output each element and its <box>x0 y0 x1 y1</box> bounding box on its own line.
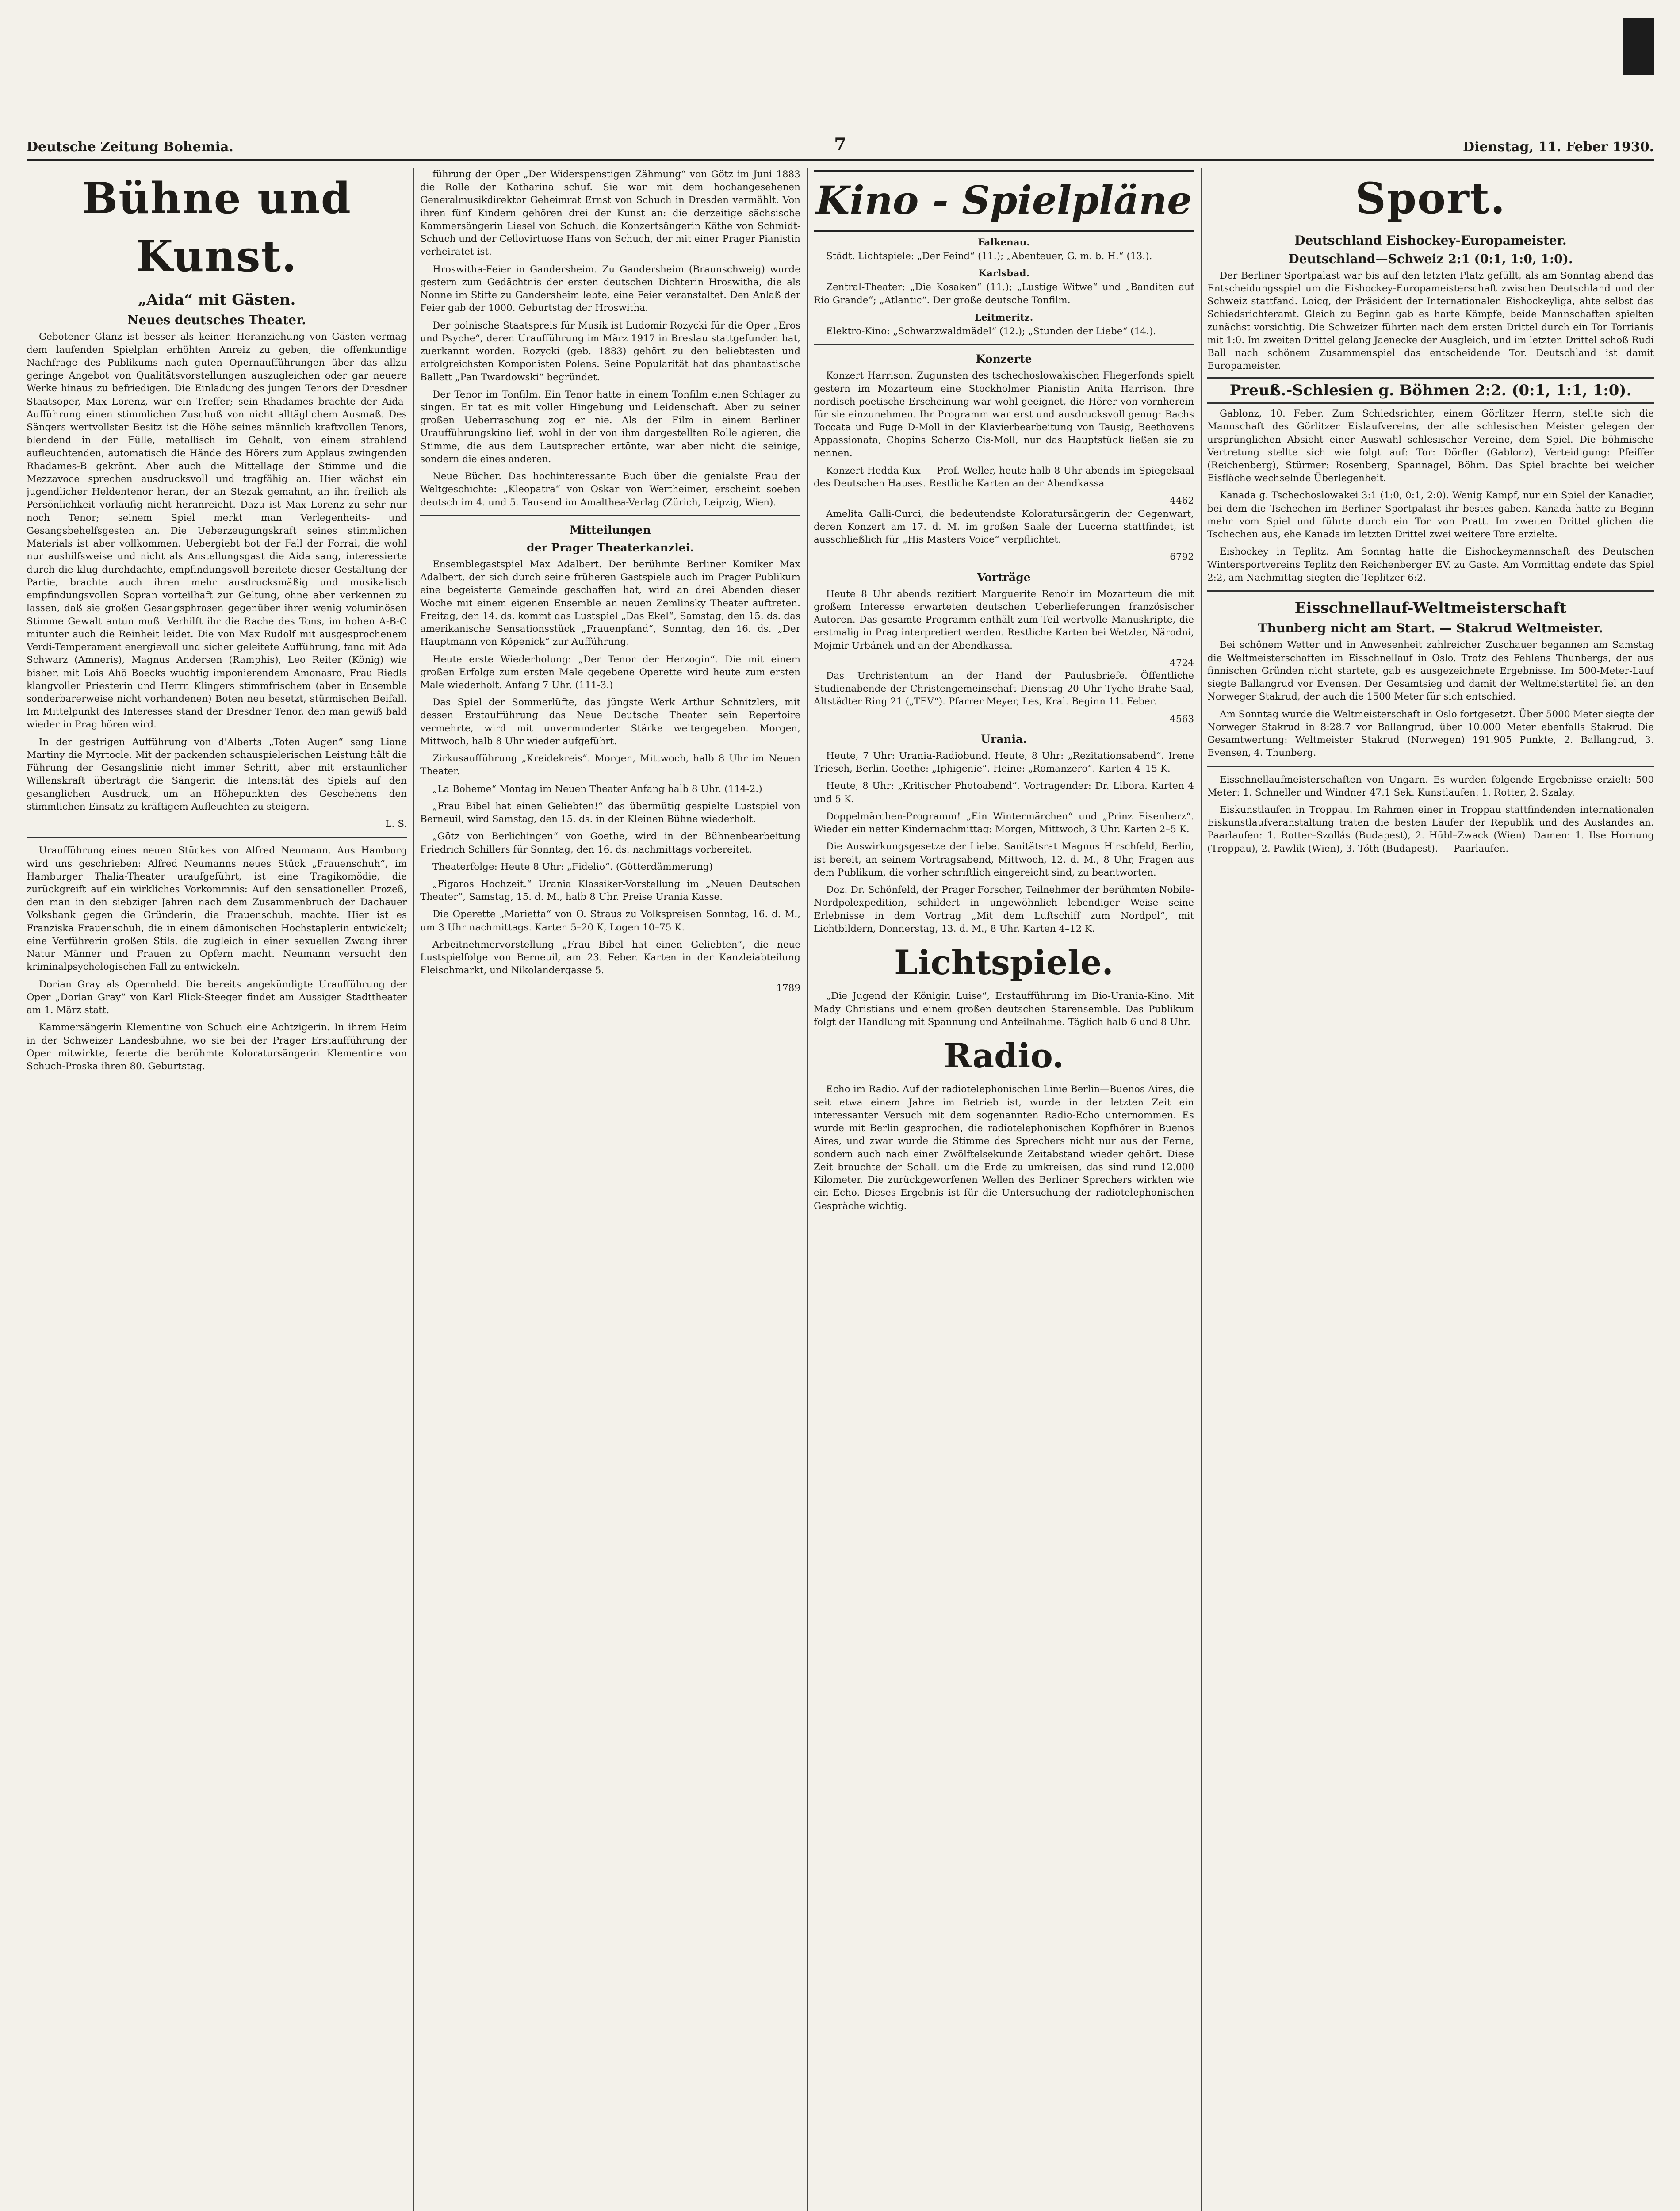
newspaper-name: Deutsche Zeitung Bohemia. <box>27 139 233 155</box>
section-title-buehne: Bühne und Kunst. <box>82 173 352 281</box>
column-4 <box>1207 168 1654 2211</box>
section-heading-urania: Urania. <box>981 732 1027 746</box>
author-signature: L. S. <box>385 819 407 830</box>
match-headline: Preuß.-Schlesien g. Böhmen 2:2. (0:1, 1:1, 1:0). <box>1207 377 1654 404</box>
article-paragraph: Hroswitha-Feier in Gandersheim. Zu Gandersheim (Braunschweig) wurde gestern zum Gedächtnis der ersten deutschen Dichterin Hroswitha, die als Nonne im Stifte zu Gandersheim lebte, eine Feier veranstaltet. Den Anlaß der Feier gab der 1000. Geburtstag der Hroswitha. <box>420 264 800 314</box>
article-paragraph: Die Auswirkungsgesetze der Liebe. Sanitätsrat Magnus Hirschfeld, Berlin, ist bereit, an seinem Vortragsabend, Mittwoch, 12. d. M., 8 Uhr, Fragen aus dem Publikum, die vorher schriftlich eingereicht sind, zu beantworten. <box>814 841 1194 878</box>
divider <box>420 515 800 516</box>
column-rule <box>1201 168 1202 2211</box>
article-paragraph: Heute 8 Uhr abends rezitiert Marguerite Renoir im Mozarteum die mit großem Interesse erwarteten deutschen Ueberlieferungen französischer Autoren. Das gesamte Programm enthält zum Teil wertvolle Manuskripte, die erstmalig in Prag interpretiert werden. Restliche Karten bei Wetzler, Närodni, Mojmir Urbánek und an der Abendkassa. <box>814 588 1194 651</box>
ad-number: 4462 <box>1170 495 1194 507</box>
article-paragraph: Eishockey in Teplitz. Am Sonntag hatte die Eishockeymannschaft des Deutschen Wintersportvereins Teplitz den Reichenberger EV. zu Gaste. Am Vormittag endete das Spiel 2:2, am Nachmittag siegten die Teplitzer 6:2. <box>1207 546 1654 583</box>
match-result: Deutschland—Schweiz 2:1 (0:1, 1:0, 1:0). <box>1288 251 1573 266</box>
section-heading: Mitteilungen <box>570 523 651 536</box>
article-paragraph: Doppelmärchen-Programm! „Ein Wintermärchen“ und „Prinz Eisenherz“. Wieder ein netter Kindernachmittag: Morgen, Mittwoch, 3 Uhr. Karten 2–5 K. <box>814 811 1194 835</box>
article-headline: „Aida“ mit Gästen. <box>138 291 296 309</box>
section-title-lichtspiele: Lichtspiele. <box>894 942 1114 982</box>
article-paragraph: Der Tenor im Tonfilm. Ein Tenor hatte in einem Tonfilm einen Schlager zu singen. Er tat es mit voller Hingebung und Leidenschaft. Aber zu seiner großen Ueberraschung zog er nie. Als der Film in einem Berliner Uraufführungskino lief, wohl in der von ihm dargestellten Rolle agieren, die Stimme, die aus dem Lautsprecher ertönte, war aber nicht die seinige, sondern die eines anderen. <box>420 389 800 465</box>
article-paragraph: Uraufführung eines neuen Stückes von Alfred Neumann. Aus Hamburg wird uns geschrieben: Alfred Neumanns neues Stück „Frauenschuh“, im Hamburger Thalia-Theater uraufgeführt, ist eine Tragikomödie, die zurückgreift auf ein wirkliches Vorkommnis: Auf den sensationellen Prozeß, den man in den siebziger Jahren nach dem Zusammenbruch der Dachauer Volksbank gegen die Gründerin, die Frauenschuh, machte. Hier ist es Franziska Frauenschuh, die in einem dämonischen Hochstaplerin entwickelt; eine Verführerin großen Stils, die zugleich in einer sexuellen Zwang ihrer Natur Männer und Frauen zu Opfern macht. Neumann versucht den kriminalpsychologischen Fall zu entwickeln. <box>27 845 407 973</box>
ad-number: 1789 <box>776 982 800 994</box>
column-2 <box>420 168 800 2211</box>
listing-paragraph: Elektro-Kino: „Schwarzwaldmädel“ (12.); „Stunden der Liebe“ (14.). <box>826 326 1156 337</box>
section-heading-konzerte: Konzerte <box>976 352 1032 366</box>
ad-number: 4724 <box>1170 657 1194 669</box>
article-subheadline: Thunberg nicht am Start. — Stakrud Weltmeister. <box>1258 621 1603 636</box>
article-paragraph: Konzert Hedda Kux — Prof. Weller, heute halb 8 Uhr abends im Spiegelsaal des Deutschen Hauses. Restliche Karten an der Abendkassa. <box>814 465 1194 490</box>
article-paragraph: Heute, 8 Uhr: „Kritischer Photoabend“. Vortragender: Dr. Libora. Karten 4 und 5 K. <box>814 780 1194 805</box>
notice-paragraph: „La Boheme“ Montag im Neuen Theater Anfang halb 8 Uhr. (114-2.) <box>432 783 762 795</box>
article-paragraph: Dorian Gray als Opernheld. Die bereits angekündigte Uraufführung der Oper „Dorian Gray“ von Karl Flick-Steeger findet am Aussiger Stadttheater am 1. März statt. <box>27 979 407 1016</box>
city-heading: Leitmeritz. <box>974 312 1033 323</box>
article-paragraph: führung der Oper „Der Widerspenstigen Zähmung“ von Götz im Juni 1883 die Rolle der Katharina schuf. Sie war mit dem hochangesehenen Generalmusikdirektor Geheimrat Ernst von Schuch in Dresden vermählt. Von ihren fünf Kindern gehören drei der Kunst an: die derzeitige sächsische Kammersängerin Liesel von Schuch, die Konzertsängerin Käthe von Schmidt-Schuch und der Cellovirtuose Hans von Schuch, der mit einer Prager Pianistin verheiratet ist. <box>420 169 800 258</box>
divider <box>27 837 407 838</box>
article-paragraph: Eisschnellaufmeisterschaften von Ungarn. Es wurden folgende Ergebnisse erzielt: 500 Meter: 1. Schneller und Windner 47.1 Sek. Kunstlaufen: 1. Rotter, 2. Szalay. <box>1207 774 1654 798</box>
article-paragraph: In der gestrigen Aufführung von d'Alberts „Toten Augen“ sang Liane Martiny die Myrtocle. Mit der packenden schauspielerischen Leistung hält die Führung der Gesangslinie nicht immer Schritt, aber mit erstaunlicher Willenskraft überträgt die Sängerin die Intensität des Spiels auf den gesanglichen Ausdruck, um an Höhepunkten des Geschehens den stimmlichen Einsatz zu kräftigem Aufleuchten zu steigern. <box>27 736 407 812</box>
article-paragraph: Gablonz, 10. Feber. Zum Schiedsrichter, einem Görlitzer Herrn, stellte sich die Mannschaft des Görlitzer Eislaufvereins, der alle schlesischen Meister gelegen der ursprünglichen Absicht einer Auswahl schlesischer Vereine, dem Spiel. Die böhmische Vertretung stellte sich wie folgt auf: Tor: Dörfler (Gablonz), Verteidigung: Pfeiffer (Reichenberg), Stürmer: Rosenberg, Spannagel, Böhm. Das Spiel brachte bei weicher Eisfläche wechselnde Überlegenheit. <box>1207 408 1654 484</box>
notice-paragraph: „Frau Bibel hat einen Geliebten!“ das übermütig gespielte Lustspiel von Berneuil, wird Samstag, den 15. ds. in der Kleinen Bühne wiederholt. <box>420 800 800 825</box>
column-3 <box>814 168 1194 2211</box>
section-title-kino: Kino - Spielpläne <box>814 170 1194 232</box>
running-header <box>27 119 1654 161</box>
article-paragraph: Doz. Dr. Schönfeld, der Prager Forscher, Teilnehmer der berühmten Nobile-Nordpolexpedition, schildert in ungewöhnlich lebendiger Weise seine Erlebnisse in dem Vortrag „Mit dem Luftschiff zum Nordpol“, mit Lichtbildern, Donnerstag, 13. d. M., 8 Uhr. Karten 4–12 K. <box>814 884 1194 934</box>
notice-paragraph: Theaterfolge: Heute 8 Uhr: „Fidelio“. (Götterdämmerung) <box>432 861 713 872</box>
listing-paragraph: Zentral-Theater: „Die Kosaken“ (11.); „Lustige Witwe“ und „Banditen auf Rio Grande“; „Atlantic“. Der große deutsche Tonfilm. <box>814 282 1194 306</box>
divider <box>1207 590 1654 592</box>
notice-paragraph: Die Operette „Marietta“ von O. Straus zu Volkspreisen Sonntag, 16. d. M., um 3 Uhr nachmittags. Karten 5–20 K, Logen 10–75 K. <box>420 909 800 933</box>
divider <box>814 344 1194 345</box>
article-paragraph: Echo im Radio. Auf der radiotelephonischen Linie Berlin—Buenos Aires, die seit etwa einem Jahre im Betrieb ist, wurde in der letzten Zeit ein interessanter Versuch mit dem sogenannten Radio-Echo unternommen. Es wurde mit Berlin gesprochen, die radiotelephonischen Kopfhörer in Buenos Aires, und zwar wurde die Stimme des Sprechers nicht nur aus der Ferne, sondern auch nach einer Zwölftelsekunde Zeitabstand wieder gehört. Diese Zeit brauchte der Schall, um die Erde zu umkreisen, das sind rund 12.000 Kilometer. Die zurückgeworfenen Wellen des Berliner Sprechers wirkten wie ein Echo. Dieses Ergebnis ist für die Untersuchung der radiotelephonischen Gespräche wichtig. <box>814 1084 1194 1212</box>
notice-paragraph: Das Spiel der Sommerlüfte, das jüngste Werk Arthur Schnitzlers, mit dessen Erstaufführung das Neue Deutsche Theater sein Repertoire vermehrte, wird mit unverminderter Stärke weitergegeben. Morgen, Mittwoch, halb 8 Uhr wieder aufgeführt. <box>420 697 800 747</box>
section-title-radio: Radio. <box>944 1036 1064 1076</box>
newspaper-page <box>27 18 1654 2211</box>
article-paragraph: Amelita Galli-Curci, die bedeutendste Koloratursängerin der Gegenwart, deren Konzert am 17. d. M. im großen Saale der Lucerna stattfindet, ist ausschließlich für „His Masters Voice“ verpflichtet. <box>814 508 1194 546</box>
article-headline: Deutschland Eishockey-Europameister. <box>1294 233 1567 248</box>
notice-paragraph: Heute erste Wiederholung: „Der Tenor der Herzogin“. Die mit einem großen Erfolge zum ersten Male gegebene Operette wird heute zum ersten Male wiederholt. Anfang 7 Uhr. (111-3.) <box>420 654 800 691</box>
article-paragraph: Bei schönem Wetter und in Anwesenheit zahlreicher Zuschauer begannen am Samstag die Weltmeisterschaften im Eisschnellauf in Oslo. Trotz des Fehlens Thunbergs, der aus finnischen Gründen nicht startete, gab es ausgezeichnete Ergebnisse. Im 500-Meter-Lauf siegte Ballangrud vor Evensen. Der Gesamtsieg und damit der Weltmeistertitel fiel an den Norweger Stakrud, der auch die 1500 Meter für sich entschied. <box>1207 639 1654 703</box>
article-headline: Eisschnellauf-Weltmeisterschaft <box>1294 599 1567 617</box>
article-paragraph: Der polnische Staatspreis für Musik ist Ludomir Rozycki für die Oper „Eros und Psyche“, deren Uraufführung im März 1917 in Breslau stattgefunden hat, zuerkannt worden. Rozycki (geb. 1883) gehört zu den beliebtesten und erfolgreichsten Komponisten Polens. Seine Popularität hat das phantastische Ballett „Pan Twardowski“ begründet. <box>420 320 800 383</box>
article-paragraph: Am Sonntag wurde die Weltmeisterschaft in Oslo fortgesetzt. Über 5000 Meter siegte der Norweger Stakrud in 8:28.7 vor Ballangrud, über 10.000 Meter ebenfalls Stakrud. Die Gesamtwertung: Weltmeister Stakrud (Norwegen) 191.905 Punkte, 2. Ballangrud, 3. Evensen, 4. Thunberg. <box>1207 708 1654 759</box>
listing-paragraph: Städt. Lichtspiele: „Der Feind“ (11.); „Abenteuer, G. m. b. H.“ (13.). <box>826 250 1152 262</box>
article-paragraph: Der Berliner Sportpalast war bis auf den letzten Platz gefüllt, als am Sonntag abend das Entscheidungsspiel um die Eishockey-Europameisterschaft zwischen Deutschland und der Schweiz stattfand. Loicq, der Präsident der Internationalen Eishockeyliga, ahte selbst das Schiedsrichteramt. Gleich zu Beginn gab es harte Kämpfe, beide Mannschaften spielten zunächst vorsichtig. Die Schweizer führten nach dem ersten Drittel durch ein Tor Torrianis mit 1:0. Im zweiten Drittel gelang Jaenecke der Ausgleich, und im letzten Drittel schoß Rudi Ball nach schönem Zusammenspiel das entscheidende Tor. Deutschland ist damit Europameister. <box>1207 270 1654 372</box>
ad-number: 6792 <box>1170 551 1194 563</box>
section-heading-vortraege: Vorträge <box>977 570 1031 584</box>
notice-paragraph: „Figaros Hochzeit.“ Urania Klassiker-Vorstellung im „Neuen Deutschen Theater“, Samstag, 15. d. M., halb 8 Uhr. Preise Urania Kasse. <box>420 879 800 903</box>
notice-paragraph: Arbeitnehmervorstellung „Frau Bibel hat einen Geliebten“, die neue Lustspielfolge von Berneuil, am 23. Feber. Karten in der Kanzleiabteilung Fleischmarkt, und Nikolandergasse 5. <box>420 939 800 976</box>
article-subheadline: Neues deutsches Theater. <box>127 313 306 328</box>
article-paragraph: Heute, 7 Uhr: Urania-Radiobund. Heute, 8 Uhr: „Rezitationsabend“. Irene Triesch, Berlin. Goethe: „Iphigenie“. Heine: „Romanzero“. Karten 4–15 K. <box>814 750 1194 775</box>
notice-paragraph: „Götz von Berlichingen“ von Goethe, wird in der Bühnenbearbeitung Friedrich Schillers für Sonntag, den 16. ds. nachmittags vorbereitet. <box>420 831 800 855</box>
page-corner-mark <box>1623 18 1654 75</box>
article-paragraph: Kanada g. Tschechoslowakei 3:1 (1:0, 0:1, 2:0). Wenig Kampf, nur ein Spiel der Kanadier, bei dem die Tschechen im Berliner Sportpalast ihr bestes gaben. Kanada hatte zu Beginn mehr vom Spiel und führte durch ein Tor von Pratt. Im zweiten Drittel glichen die Tschechen aus, ehe Kanada im letzten Drittel zwei weitere Tore erzielte. <box>1207 490 1654 540</box>
page-number: 7 <box>834 134 846 155</box>
column-1 <box>27 168 407 2211</box>
section-heading: der Prager Theaterkanzlei. <box>527 541 694 554</box>
article-paragraph: Neue Bücher. Das hochinteressante Buch über die genialste Frau der Weltgeschichte: „Kleopatra“ von Oskar von Wertheimer, erscheint soeben deutsch im 4. und 5. Tausend im Amalthea-Verlag (Zürich, Leipzig, Wien). <box>420 471 800 508</box>
article-paragraph: Gebotener Glanz ist besser als keiner. Heranziehung von Gästen vermag dem laufenden Spielplan erhöhten Anreiz zu geben, die offenkundige Nachfrage des Publikums nach guten Opernaufführungen über das allzu geringe Angebot von Qualitätsvorstellungen auszugleichen oder gar neuere Werke hinaus zu befriedigen. Die Einladung des jungen Tenors der Dresdner Staatsoper, Max Lorenz, war ein Treffer; sein Rhadames brachte der Aida-Aufführung einen stimmlichen Zuschuß von nicht alltäglichem Ausmaß. Des Sängers wertvollster Besitz ist die Höhe seines männlich kraftvollen Tenors, blendend in der Fülle, metallisch im Gehalt, von einem strahlend aufleuchtenden, automatisch die Hände des Hörers zum Applaus zwingenden Rhadames-B gekrönt. Aber auch die Mittellage der Stimme und die Mezzavoce sprechen ausdrucksvoll und tragfähig an. Hier wächst ein jugendlicher Heldentenor heran, der an Stezak gemahnt, an ihn freilich als Persönlichkeit vorläufig nicht heranreicht. Dazu ist Max Lorenz zu sehr nur noch Tenor; seinem Spiel merkt man Verlegenheits- und Gesangsbehelfsgesten an. Die Ueberzeugungskraft seines stimmlichen Materials ist aber vollkommen. Uebergiebt bot der Fall der Forrai, die wohl nur aushilfsweise und nicht als Anstellungsgast die Aida sang, interessierte durch die klug durchdachte, empfindungsvoll bereitete dieser Gestaltung der Partie, brachte auch ihren mehr ausdrucksmäßig und musikalisch empfindungsvollen Sopran vorteilhaft zur Geltung, ohne aber verkennen zu lassen, daß sie großen Gesangsphrasen gegenüber ihrer wenig voluminösen Stimme Gewalt antun muß. Verhilft ihr die Rache des Tons, im hohen A-B-C mitunter auch die Reinheit leidet. Die von Max Rudolf mit ausgesprochenem Verdi-Temperament energievoll und sicher geleitete Aufführung, fand mit Ada Schwarz (Amneris), Magnus Andersen (Ramphis), Leo Reiter (König) wie bisher, mit Lois Ahö Boecks wuchtig imponierendem Amonasro, Frau Riedls klangvoller Priesterin und Herrn Klingers stimmfrischem (aber in Ensemble sonderbarerweise nicht vorhandenen) Boten neu besetzt, stürmischen Beifall. Im Mittelpunkt des Interesses stand der Dresdner Tenor, den man gewiß bald wieder in Prag hören wird. <box>27 331 407 731</box>
column-rule <box>807 168 808 2211</box>
article-paragraph: Eiskunstlaufen in Troppau. Im Rahmen einer in Troppau stattfindenden internationalen Eiskunstlaufveranstaltung traten die besten Läufer der Republik und des Auslandes an. Paarlaufen: 1. Rotter–Szollás (Budapest), 2. Hübl–Zwack (Wien). Damen: 1. Ilse Hornung (Troppau), 2. Pawlik (Wien), 3. Tóth (Budapest). — Paarlaufen. <box>1207 804 1654 854</box>
city-heading: Karlsbad. <box>978 268 1029 279</box>
article-paragraph: Kammersängerin Klementine von Schuch eine Achtzigerin. In ihrem Heim in der Schweizer Landesbühne, wo sie bei der Prager Erstaufführung der Oper mitwirkte, feierte die berühmte Koloratursängerin Klementine von Schuch-Proska ihren 80. Geburtstag. <box>27 1022 407 1072</box>
ad-number: 4563 <box>1170 713 1194 725</box>
article-paragraph: „Die Jugend der Königin Luise“, Erstaufführung im Bio-Urania-Kino. Mit Mady Christians und einem großen deutschen Starensemble. Das Publikum folgt der Handlung mit Spannung und Anteilnahme. Täglich halb 6 und 8 Uhr. <box>814 991 1194 1028</box>
notice-paragraph: Ensemblegastspiel Max Adalbert. Der berühmte Berliner Komiker Max Adalbert, der sich durch seine früheren Gastspiele auch im Prager Publikum eine begeisterte Gemeinde geschaffen hat, wird an drei Abenden dieser Woche mit einem eigenen Ensemble an neuen Zemlinsky Theater auftreten. Freitag, den 14. ds. kommt das Lustspiel „Das Ekel“, Samstag, den 15. ds. das amerikanische Sensationsstück „Frauenpfand“, Sonntag, den 16. ds. „Der Hauptmann von Köpenick“ zur Aufführung. <box>420 558 800 648</box>
city-heading: Falkenau. <box>978 237 1030 248</box>
section-title-sport: Sport. <box>1355 173 1506 223</box>
issue-date: Dienstag, 11. Feber 1930. <box>1463 139 1654 155</box>
article-paragraph: Konzert Harrison. Zugunsten des tschechoslowakischen Fliegerfonds spielt gestern im Mozarteum eine Stockholmer Pianistin Anita Harrison. Ihre nordisch-poetische Erscheinung war wohl geeignet, die Hörer von vornherein für sie einzunehmen. Ihr Programm war erst und ausdrucksvoll genug: Bachs Toccata und Fuge D-Moll in der Klavierbearbeitung von Tausig, Beethovens Appassionata, Chopins Scherzo Cis-Moll, nur das Hauptstück ließen sie zu nennen. <box>814 370 1194 459</box>
divider <box>1207 766 1654 767</box>
column-rule <box>413 168 414 2211</box>
notice-paragraph: Zirkusaufführung „Kreidekreis“. Morgen, Mittwoch, halb 8 Uhr im Neuen Theater. <box>420 753 800 777</box>
article-paragraph: Das Urchristentum an der Hand der Paulusbriefe. Öffentliche Studienabende der Christengemeinschaft Dienstag 20 Uhr Tycho Brahe-Saal, Altstädter Ring 21 („TEV“). Pfarrer Meyer, Les, Kral. Beginn 11. Feber. <box>814 670 1194 708</box>
